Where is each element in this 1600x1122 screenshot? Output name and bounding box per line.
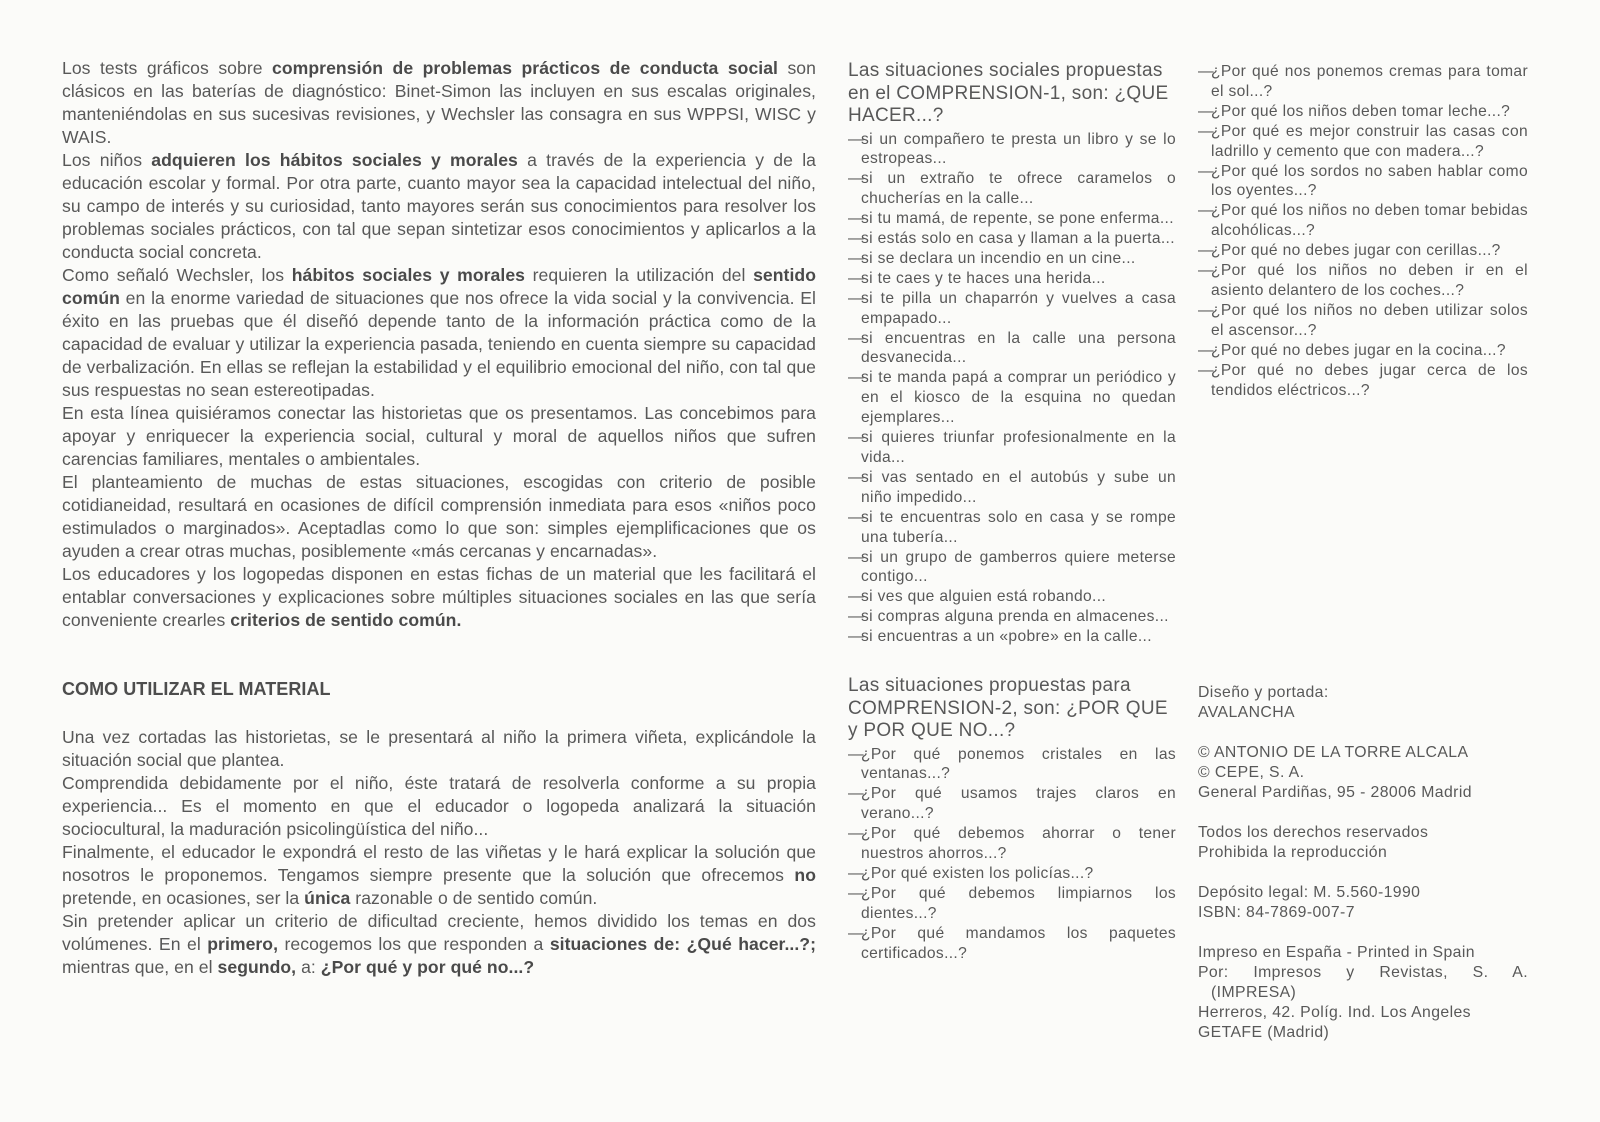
bold-text: adquieren los hábitos sociales y morales	[151, 150, 518, 170]
comprension-2-intro: Las situaciones propuestas para COMPRENSION-2, son: ¿POR QUE y POR QUE NO...?	[848, 675, 1168, 742]
list-item: — ¿Por qué debemos ahorrar o tener nuestros ahorros...?	[848, 824, 1176, 864]
bold-text: segundo,	[217, 957, 297, 977]
list-item: — ¿Por qué mandamos los paquetes certificados...?	[848, 924, 1176, 964]
text-segment: Los tests gráficos sobre	[62, 58, 273, 78]
bold-text: primero,	[207, 934, 279, 954]
list-item: — ¿Por qué no debes jugar en la cocina...?	[1198, 341, 1528, 361]
list-item: — ¿Por qué nos ponemos cremas para tomar el sol...?	[1198, 62, 1528, 102]
paragraph	[62, 471, 816, 563]
list-item: — ¿Por qué no debes jugar con cerillas...?	[1198, 241, 1528, 261]
bold-text: comprensión de problemas prácticos de conducta social	[272, 58, 778, 78]
reproduction-notice: Prohibida la reproducción	[1198, 844, 1388, 861]
text-segment: son clásicos en las baterías de diagnóstico: Binet-Simon las incluyen en sus escalas originales, manteniéndolas en sus sucesivas revisiones, y Wechsler las consagra en sus WPPSI, WISC y WAIS.	[62, 58, 816, 147]
bold-text: criterios de sentido común.	[230, 610, 462, 630]
bold-text: única	[304, 888, 351, 908]
printed-in: Impreso en España - Printed in Spain	[1198, 944, 1475, 961]
list-item: — ¿Por qué los niños deben tomar leche...?	[1198, 102, 1528, 122]
list-item: — si ves que alguien está robando...	[848, 587, 1176, 607]
text-segment: recogemos los que responden a	[278, 934, 550, 954]
list-item: — si se declara un incendio en un cine...	[848, 249, 1176, 269]
legal-deposit: Depósito legal: M. 5.560-1990	[1198, 884, 1421, 901]
text-segment: Comprendida debidamente por el niño, éste tratará de resolverla conforme a su propia experiencia... Es el momento en que el educador o logopeda analizará la situación sociocultural, la maduración psicolingüística del niño...	[62, 773, 816, 839]
paragraph	[62, 772, 816, 841]
text-segment: mientras que, en el	[62, 957, 218, 977]
design-label: Diseño y portada:	[1198, 684, 1329, 701]
printer: Por: Impresos y Revistas, S. A.	[1198, 964, 1528, 981]
paragraph	[62, 57, 816, 149]
list-item: — ¿Por qué los niños no deben ir en el asiento delantero de los coches...?	[1198, 261, 1528, 301]
comprension-2-list-continued	[1198, 62, 1528, 400]
list-item: — si te encuentras solo en casa y se rompe una tubería...	[848, 508, 1176, 548]
text-segment: Los educadores y los logopedas disponen en estas fichas de un material que les facilitará el entablar conversaciones y explicaciones sobre múltiples situaciones sociales en las que sería conveniente crearles	[62, 564, 816, 630]
bold-text: situaciones de: ¿Qué hacer...?;	[549, 934, 816, 954]
paragraph	[62, 726, 816, 772]
comprension-1-intro: Las situaciones sociales propuestas en el COMPRENSION-1, son: ¿QUE HACER...?	[848, 60, 1169, 126]
design-name: AVALANCHA	[1198, 704, 1295, 721]
paragraph	[62, 402, 816, 471]
list-item: — ¿Por qué existen los policías...?	[848, 864, 1176, 884]
list-item: — si un extraño te ofrece caramelos o chucherías en la calle...	[848, 169, 1176, 209]
list-item: — ¿Por qué debemos limpiarnos los dientes...?	[848, 884, 1176, 924]
list-item: — si compras alguna prenda en almacenes...	[848, 607, 1176, 627]
text-segment: pretende, en ocasiones, ser la	[62, 888, 305, 908]
copyright-publisher: © CEPE, S. A.	[1198, 764, 1305, 781]
list-item: — si te manda papá a comprar un periódico y en el kiosco de la esquina no quedan ejemplares...	[848, 368, 1176, 428]
text-segment: razonable o de sentido común.	[350, 888, 598, 908]
text-segment: Como señaló Wechsler, los	[62, 265, 292, 285]
usage-heading: COMO UTILIZAR EL MATERIAL	[62, 679, 331, 699]
list-item: — ¿Por qué los niños no deben tomar bebidas alcohólicas...?	[1198, 201, 1528, 241]
isbn: ISBN: 84-7869-007-7	[1198, 904, 1355, 921]
list-item: — ¿Por qué ponemos cristales en las ventanas...?	[848, 745, 1176, 785]
text-segment: requieren la utilización del	[525, 265, 754, 285]
text-segment: El planteamiento de muchas de estas situaciones, escogidas con criterio de posible cotidianeidad, resultará en ocasiones de difícil comprensión inmediata para esos «niños poco estimulados o marginados». Aceptadlas como lo que son: simples ejemplificaciones que os ayuden a crear otras muchas, posiblemente «más cercanas y encarnadas».	[62, 472, 816, 561]
list-item: — ¿Por qué los niños no deben utilizar solos el ascensor...?	[1198, 301, 1528, 341]
rights-notice: Todos los derechos reservados	[1198, 824, 1429, 841]
list-item: — si te caes y te haces una herida...	[848, 269, 1176, 289]
usage-section	[62, 726, 816, 979]
list-item: — si vas sentado en el autobús y sube un niño impedido...	[848, 468, 1176, 508]
list-item: — ¿Por qué los sordos no saben hablar como los oyentes...?	[1198, 162, 1528, 202]
text-segment: a:	[296, 957, 321, 977]
list-item: — si un grupo de gamberros quiere meterse contigo...	[848, 548, 1176, 588]
comprension-2-list	[848, 745, 1176, 964]
introduction-section	[62, 57, 816, 632]
text-segment: en la enorme variedad de situaciones que nos ofrece la vida social y la convivencia. El éxito en las pruebas que él diseñó depende tanto de la información práctica como de la capacidad de evaluar y utilizar la experiencia pasada, teniendo en cuenta siempre su capacidad de verbalización. En ellas se reflejan la estabilidad y el equilibrio emocional del niño, con tal que sus respuestas no sean estereotipadas.	[62, 288, 816, 400]
list-item: — ¿Por qué no debes jugar cerca de los tendidos eléctricos...?	[1198, 361, 1528, 401]
text-segment: Sin pretender aplicar un criterio de dificultad creciente, hemos dividido los temas en dos volúmenes. En el	[62, 911, 816, 954]
bold-text: sentido común	[62, 265, 816, 308]
text-segment: En esta línea quisiéramos conectar las historietas que os presentamos. Las concebimos para apoyar y enriquecer la experiencia social, cultural y moral de aquellos niños que sufren carencias familiares, mentales o ambientales.	[62, 403, 816, 469]
bold-text: ¿Por qué y por qué no...?	[320, 957, 535, 977]
list-item: — ¿Por qué es mejor construir las casas con ladrillo y cemento que con madera...?	[1198, 122, 1528, 162]
comprension-1-column	[848, 60, 1176, 964]
bold-text: no	[794, 865, 816, 885]
list-item: — ¿Por qué usamos trajes claros en verano...?	[848, 784, 1176, 824]
credits-block	[1198, 683, 1528, 1063]
paragraph	[62, 563, 816, 632]
text-segment: Finalmente, el educador le expondrá el resto de las viñetas y le hará explicar la solución que nosotros le proponemos. Tengamos siempre presente que la solución que ofrecemos	[62, 842, 816, 885]
text-segment: Los niños	[62, 150, 152, 170]
comprension-1-list	[848, 130, 1176, 648]
text-segment: a través de la experiencia y de la educación escolar y formal. Por otra parte, cuanto mayor sea la capacidad intelectual del niño, su campo de interés y su curiosidad, tanto mayores serán sus conocimientos para resolver los problemas sociales prácticos, con tal que sepan sintetizar esos conocimientos y aplicarlos a la conducta social concreta.	[62, 150, 816, 262]
list-item: — si estás solo en casa y llaman a la puerta...	[848, 229, 1176, 249]
paragraph	[62, 149, 816, 264]
list-item: — si quieres triunfar profesionalmente en la vida...	[848, 428, 1176, 468]
copyright-author: © ANTONIO DE LA TORRE ALCALA	[1198, 744, 1469, 761]
main-text-column	[62, 57, 816, 979]
printer-city: GETAFE (Madrid)	[1198, 1024, 1330, 1041]
publisher-address: General Pardiñas, 95 - 28006 Madrid	[1198, 784, 1472, 801]
bold-text: hábitos sociales y morales	[291, 265, 525, 285]
paragraph	[62, 910, 816, 979]
list-item: — si tu mamá, de repente, se pone enferma...	[848, 209, 1176, 229]
paragraph	[62, 841, 816, 910]
list-item: — si encuentras a un «pobre» en la calle...	[848, 627, 1176, 647]
printer-address: Herreros, 42. Políg. Ind. Los Angeles	[1198, 1004, 1471, 1021]
printer-short: (IMPRESA)	[1211, 984, 1297, 1001]
list-item: — si te pilla un chaparrón y vuelves a casa empapado...	[848, 289, 1176, 329]
paragraph	[62, 264, 816, 402]
text-segment: Una vez cortadas las historietas, se le presentará al niño la primera viñeta, explicándole la situación social que plantea.	[62, 727, 816, 770]
list-item: — si un compañero te presta un libro y se lo estropeas...	[848, 130, 1176, 170]
list-item: — si encuentras en la calle una persona desvanecida...	[848, 329, 1176, 369]
comprension-2-continued-column	[1198, 62, 1528, 400]
